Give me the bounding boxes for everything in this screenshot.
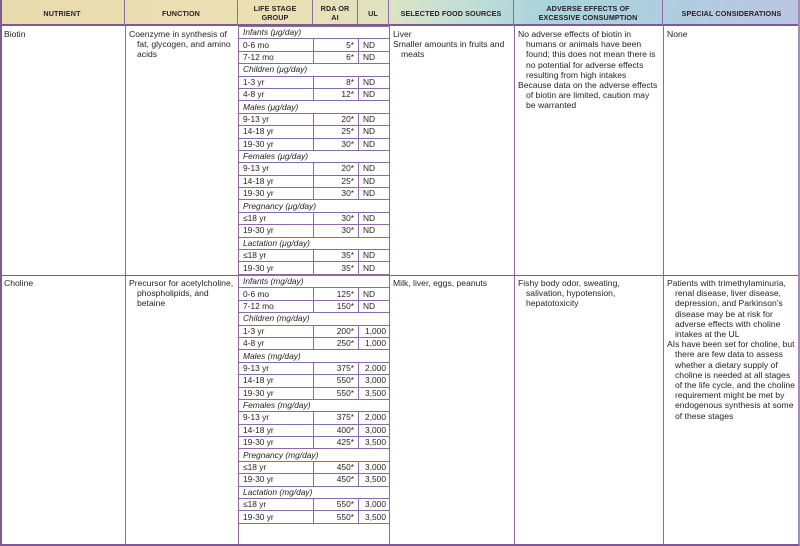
life-stage-entry-row bbox=[239, 474, 390, 486]
life-stage-entry-row bbox=[239, 175, 390, 187]
life-stage-entry-row bbox=[239, 262, 390, 274]
adverse-effects bbox=[514, 26, 663, 114]
header-function: FUNCTION bbox=[125, 0, 238, 26]
life-stage-entry-row bbox=[239, 212, 390, 224]
life-stage-entry-row bbox=[239, 225, 390, 237]
adverse-effects bbox=[514, 275, 663, 312]
function-text: Precursor for acetylcholine, phospholipids, and betaine bbox=[129, 278, 234, 309]
age-range: 0-6 mo bbox=[239, 39, 314, 51]
rda-value: 550* bbox=[314, 511, 359, 523]
life-stage-group-label: Lactation (μg/day) bbox=[239, 237, 390, 249]
life-stage-group-label: Lactation (mg/day) bbox=[239, 486, 390, 498]
life-stage-group-label: Females (mg/day) bbox=[239, 399, 390, 411]
ul-value: ND bbox=[359, 51, 390, 63]
life-stage-group-row bbox=[239, 200, 390, 212]
ul-value: ND bbox=[359, 163, 390, 175]
life-stage-entry-row bbox=[239, 300, 390, 312]
nutrient-name: Biotin bbox=[4, 29, 26, 39]
age-range: 4-8 yr bbox=[239, 337, 314, 349]
life-stage-group-label: Males (μg/day) bbox=[239, 101, 390, 113]
life-stage-group-row bbox=[239, 101, 390, 113]
ul-value: ND bbox=[359, 126, 390, 138]
age-range: 9-13 yr bbox=[239, 362, 314, 374]
life-stage-entry-row bbox=[239, 387, 390, 399]
ul-value: ND bbox=[359, 138, 390, 150]
age-range: 19-30 yr bbox=[239, 138, 314, 150]
food-sources bbox=[389, 275, 514, 291]
ul-value: ND bbox=[359, 250, 390, 262]
adverse-effect-item: Because data on the adverse effects of biotin are limited, caution may be warranted bbox=[518, 80, 658, 111]
age-range: ≤18 yr bbox=[239, 250, 314, 262]
ul-value: 2,000 bbox=[359, 362, 390, 374]
ul-value: 1,000 bbox=[359, 325, 390, 337]
age-range: 4-8 yr bbox=[239, 88, 314, 100]
ul-value: 3,500 bbox=[359, 387, 390, 399]
life-stage-group-row bbox=[239, 150, 390, 162]
life-stage-group-row bbox=[239, 64, 390, 76]
rda-value: 550* bbox=[314, 387, 359, 399]
age-range: 19-30 yr bbox=[239, 225, 314, 237]
rda-value: 250* bbox=[314, 337, 359, 349]
age-range: 9-13 yr bbox=[239, 113, 314, 125]
age-range: 7-12 mo bbox=[239, 300, 314, 312]
rda-value: 30* bbox=[314, 225, 359, 237]
age-range: 14-18 yr bbox=[239, 126, 314, 138]
age-range: ≤18 yr bbox=[239, 499, 314, 511]
rda-value: 30* bbox=[314, 188, 359, 200]
age-range: 0-6 mo bbox=[239, 288, 314, 300]
special-consideration-item: Patients with trimethylaminuria, renal disease, liver disease, depression, and Parkinson's disease may be at risk for adverse effects with choline intakes at the UL bbox=[667, 278, 786, 340]
age-range: 19-30 yr bbox=[239, 511, 314, 523]
rda-value: 375* bbox=[314, 362, 359, 374]
life-stage-group-label: Pregnancy (mg/day) bbox=[239, 449, 390, 461]
life-stage-group-row bbox=[239, 313, 390, 325]
rda-value: 450* bbox=[314, 461, 359, 473]
life-stage-entry-row bbox=[239, 375, 390, 387]
age-range: 14-18 yr bbox=[239, 375, 314, 387]
life-stage-group-label: Children (mg/day) bbox=[239, 313, 390, 325]
life-stage-group-row bbox=[239, 486, 390, 498]
rda-value: 12* bbox=[314, 88, 359, 100]
ul-value: 3,000 bbox=[359, 461, 390, 473]
life-stage-entry-row bbox=[239, 126, 390, 138]
rda-value: 25* bbox=[314, 126, 359, 138]
age-range: 9-13 yr bbox=[239, 163, 314, 175]
life-stage-group-label: Children (μg/day) bbox=[239, 64, 390, 76]
life-stage-group-row bbox=[239, 399, 390, 411]
life-stage-entry-row bbox=[239, 362, 390, 374]
ul-value: ND bbox=[359, 39, 390, 51]
food-source-item: Milk, liver, eggs, peanuts bbox=[393, 278, 488, 288]
adverse-effect-item: Fishy body odor, sweating, salivation, hypotension, hepatotoxicity bbox=[518, 278, 620, 309]
ul-value: ND bbox=[359, 300, 390, 312]
header-adverse-effects: ADVERSE EFFECTS OF EXCESSIVE CONSUMPTION bbox=[514, 0, 663, 26]
ul-value: ND bbox=[359, 225, 390, 237]
life-stage-entry-row bbox=[239, 424, 390, 436]
ul-value: ND bbox=[359, 88, 390, 100]
life-stage-group-label: Males (mg/day) bbox=[239, 350, 390, 362]
life-stage-entry-row bbox=[239, 412, 390, 424]
rda-value: 550* bbox=[314, 375, 359, 387]
life-stage-table bbox=[238, 275, 390, 524]
age-range: ≤18 yr bbox=[239, 461, 314, 473]
rda-value: 30* bbox=[314, 212, 359, 224]
life-stage-entry-row bbox=[239, 337, 390, 349]
age-range: 1-3 yr bbox=[239, 325, 314, 337]
special-considerations bbox=[663, 26, 800, 42]
age-range: 19-30 yr bbox=[239, 262, 314, 274]
life-stage-entry-row bbox=[239, 76, 390, 88]
ul-value: 2,000 bbox=[359, 412, 390, 424]
ul-value: 3,000 bbox=[359, 499, 390, 511]
life-stage-group-label: Females (μg/day) bbox=[239, 150, 390, 162]
life-stage-entry-row bbox=[239, 461, 390, 473]
life-stage-entry-row bbox=[239, 437, 390, 449]
rda-value: 25* bbox=[314, 175, 359, 187]
life-stage-group-label: Infants (μg/day) bbox=[239, 27, 390, 39]
special-considerations bbox=[663, 275, 800, 424]
nutrient-name: Choline bbox=[4, 278, 34, 288]
rda-value: 550* bbox=[314, 499, 359, 511]
life-stage-entry-row bbox=[239, 39, 390, 51]
age-range: 19-30 yr bbox=[239, 437, 314, 449]
table-header bbox=[0, 0, 800, 26]
life-stage-group-row bbox=[239, 237, 390, 249]
ul-value: ND bbox=[359, 175, 390, 187]
age-range: 19-30 yr bbox=[239, 387, 314, 399]
header-life-stage-group: LIFE STAGE GROUP bbox=[238, 0, 313, 26]
life-stage-entry-row bbox=[239, 88, 390, 100]
function-text: Coenzyme in synthesis of fat, glycogen, and amino acids bbox=[129, 29, 231, 60]
age-range: 14-18 yr bbox=[239, 424, 314, 436]
header-food-sources: SELECTED FOOD SOURCES bbox=[389, 0, 514, 26]
life-stage-group-row bbox=[239, 449, 390, 461]
food-source-item: Liver bbox=[393, 29, 412, 39]
header-rda-or-ai: RDA OR AI bbox=[313, 0, 358, 26]
special-consideration-item: AIs have been set for choline, but there are few data to assess whether a dietary supply of choline is needed at all stages of the life cycle, and the choline requirement might be met by endogenous synthesis at some of these stages bbox=[667, 339, 795, 421]
ul-value: 3,500 bbox=[359, 437, 390, 449]
life-stage-group-label: Pregnancy (μg/day) bbox=[239, 200, 390, 212]
age-range: ≤18 yr bbox=[239, 212, 314, 224]
rda-value: 375* bbox=[314, 412, 359, 424]
ul-value: 3,500 bbox=[359, 511, 390, 523]
life-stage-entry-row bbox=[239, 138, 390, 150]
life-stage-entry-row bbox=[239, 250, 390, 262]
life-stage-group-row bbox=[239, 350, 390, 362]
life-stage-entry-row bbox=[239, 188, 390, 200]
rda-value: 20* bbox=[314, 113, 359, 125]
ul-value: ND bbox=[359, 288, 390, 300]
header-nutrient: NUTRIENT bbox=[0, 0, 125, 26]
rda-value: 35* bbox=[314, 262, 359, 274]
life-stage-entry-row bbox=[239, 163, 390, 175]
life-stage-group-label: Infants (mg/day) bbox=[239, 276, 390, 288]
rda-value: 35* bbox=[314, 250, 359, 262]
life-stage-entry-row bbox=[239, 499, 390, 511]
rda-value: 125* bbox=[314, 288, 359, 300]
header-ul: UL bbox=[358, 0, 389, 26]
ul-value: 3,500 bbox=[359, 474, 390, 486]
ul-value: 1,000 bbox=[359, 337, 390, 349]
ul-value: ND bbox=[359, 212, 390, 224]
ul-value: ND bbox=[359, 76, 390, 88]
rda-value: 20* bbox=[314, 163, 359, 175]
adverse-effect-item: No adverse effects of biotin in humans or animals have been found; this does not mean there is no potential for adverse effects resulting from high intakes bbox=[518, 29, 656, 80]
age-range: 19-30 yr bbox=[239, 474, 314, 486]
rda-value: 450* bbox=[314, 474, 359, 486]
rda-value: 425* bbox=[314, 437, 359, 449]
age-range: 7-12 mo bbox=[239, 51, 314, 63]
special-consideration-item: None bbox=[667, 29, 688, 39]
ul-value: ND bbox=[359, 113, 390, 125]
rda-value: 30* bbox=[314, 138, 359, 150]
rda-value: 8* bbox=[314, 76, 359, 88]
rda-value: 5* bbox=[314, 39, 359, 51]
rda-value: 400* bbox=[314, 424, 359, 436]
life-stage-entry-row bbox=[239, 511, 390, 523]
life-stage-entry-row bbox=[239, 51, 390, 63]
age-range: 9-13 yr bbox=[239, 412, 314, 424]
rda-value: 150* bbox=[314, 300, 359, 312]
food-sources bbox=[389, 26, 514, 63]
rda-value: 200* bbox=[314, 325, 359, 337]
ul-value: 3,000 bbox=[359, 375, 390, 387]
life-stage-entry-row bbox=[239, 113, 390, 125]
age-range: 19-30 yr bbox=[239, 188, 314, 200]
life-stage-entry-row bbox=[239, 325, 390, 337]
rda-value: 6* bbox=[314, 51, 359, 63]
ul-value: 3,000 bbox=[359, 424, 390, 436]
life-stage-entry-row bbox=[239, 288, 390, 300]
ul-value: ND bbox=[359, 188, 390, 200]
life-stage-group-row bbox=[239, 27, 390, 39]
life-stage-table bbox=[238, 26, 390, 275]
age-range: 1-3 yr bbox=[239, 76, 314, 88]
life-stage-group-row bbox=[239, 276, 390, 288]
ul-value: ND bbox=[359, 262, 390, 274]
food-source-item: Smaller amounts in fruits and meats bbox=[393, 39, 505, 60]
age-range: 14-18 yr bbox=[239, 175, 314, 187]
header-special-considerations: SPECIAL CONSIDERATIONS bbox=[681, 8, 782, 18]
